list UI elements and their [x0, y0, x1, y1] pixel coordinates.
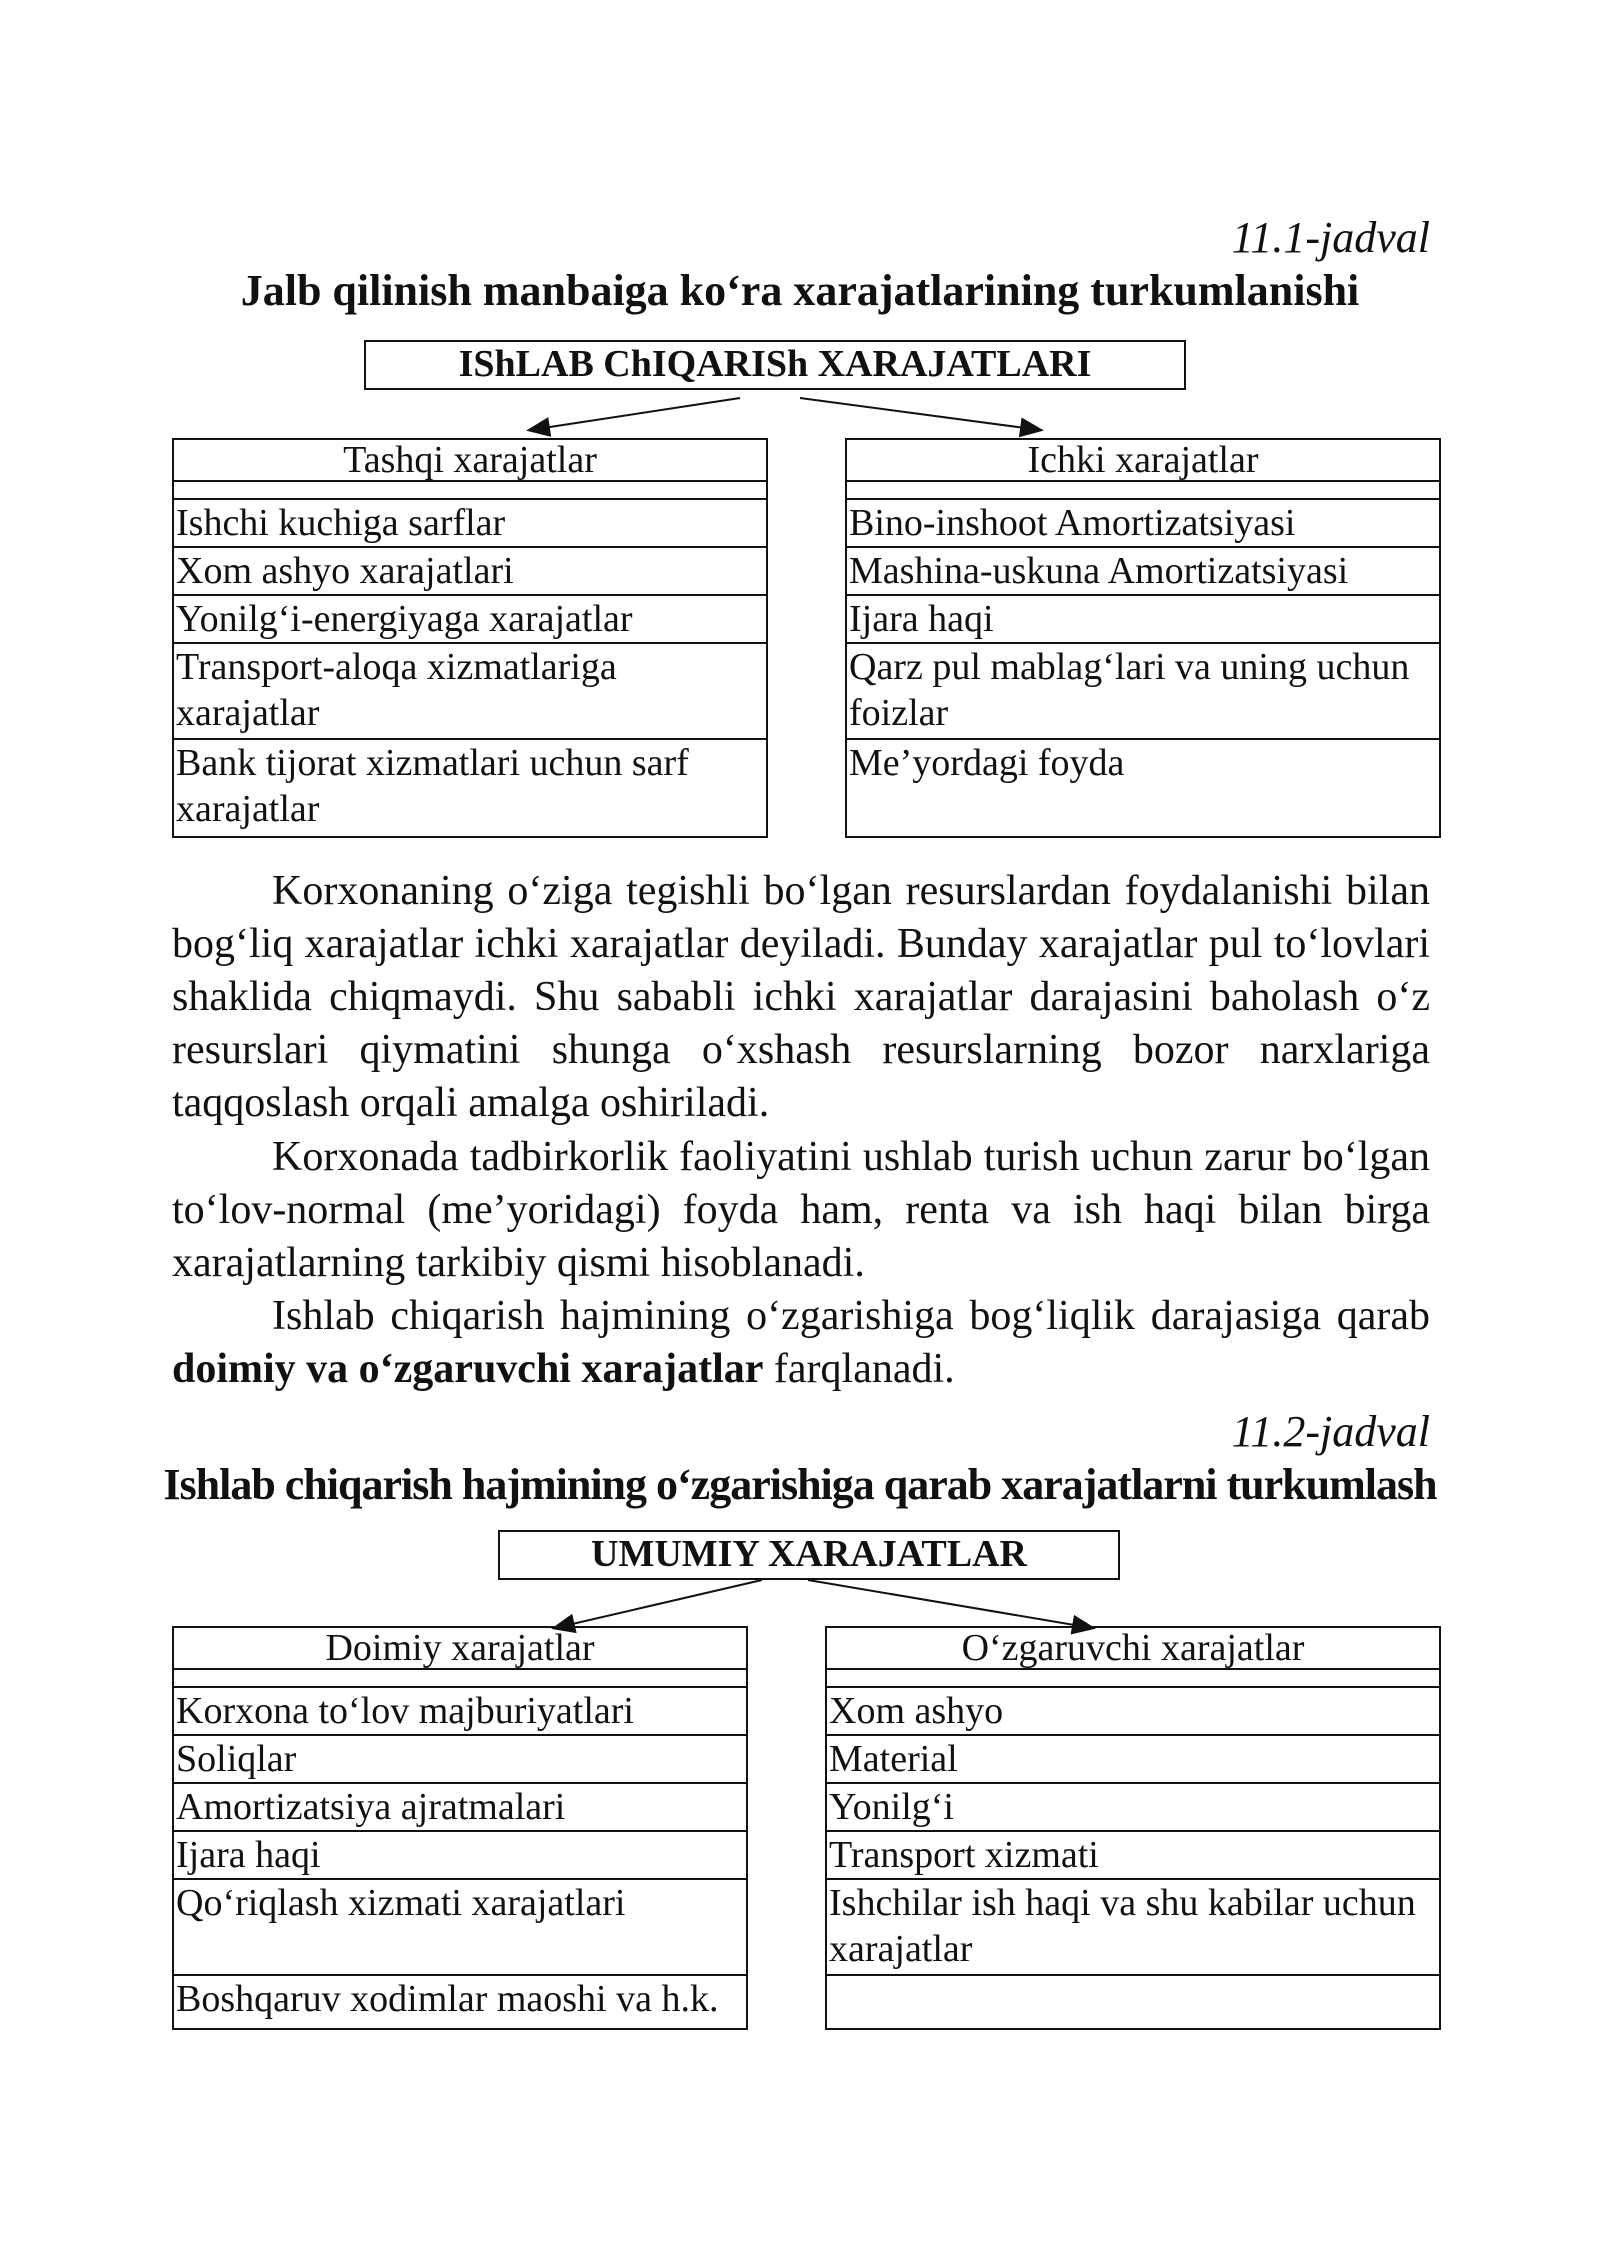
table2-right-item: Xom ashyo [827, 1688, 1439, 1736]
table1-right-header: Ichki xarajatlar [847, 440, 1439, 482]
table2-title: Ishlab chiqarish hajmining o‘zgarishiga qarab xarajatlarni turkumlash [163, 1460, 1437, 1509]
paragraph-1: Korxonaning o‘ziga tegishli bo‘lgan resurslardan foydalanishi bilan bog‘liq xarajatlar ichki xarajatlar deyiladi. Bunday xarajatlar pul to‘lovlari shaklida chiqmaydi. Shu sababli ichki xarajatlar darajasini baholash o‘z resurslari qiymatini shunga o‘xshash resurslarning bozor narxlariga taqqoslash orqali amalga oshiriladi. [172, 868, 1430, 1126]
table1-right-item: Mashina-uskuna Amortizatsiyasi [847, 548, 1439, 596]
table1-right-item: Bino-inshoot Amortizatsiyasi [847, 500, 1439, 548]
table2-left-spacer [174, 1670, 746, 1688]
table2-head-box: UMUMIY XARAJATLAR [498, 1530, 1120, 1580]
table2-left-item: Korxona to‘lov majburiyatlari [174, 1688, 746, 1736]
table1-arrow-right [800, 398, 1040, 430]
paragraph-3-text: Ishlab chiqarish hajmining o‘zgarishiga bog‘liqlik darajasiga qarab [272, 1293, 1430, 1339]
table2-left-item: Ijara haqi [174, 1832, 746, 1880]
table2-right-item: Material [827, 1736, 1439, 1784]
table2-arrow-left [555, 1580, 762, 1628]
table1-arrow-left [530, 398, 740, 430]
table2-right-item [827, 1976, 1439, 2024]
table1-left-item: Ishchi kuchiga sarflar [174, 500, 766, 548]
paragraph-2: Korxonada tadbirkorlik faoliyatini ushlab turish uchun zarur bo‘lgan to‘lov-normal (me’yoridagi) foyda ham, renta va ish haqi bilan birga xarajatlarning tarkibiy qismi hisoblanadi. [172, 1134, 1430, 1286]
paragraph-3-bold: doimiy va o‘zgaruvchi xarajatlar [172, 1346, 764, 1392]
table1-right-column [845, 438, 1441, 838]
table2-right-item: Yonilg‘i [827, 1784, 1439, 1832]
table1-right-item: Me’yordagi foyda [849, 742, 1125, 784]
table2-left-item: Boshqaruv xodimlar maoshi va h.k. [176, 1978, 719, 2020]
table1-left-spacer [174, 482, 766, 500]
table1-left-item: Xom ashyo xarajatlari [174, 548, 766, 596]
paragraph-3 [172, 1290, 1430, 1396]
table2-right-item: Transport xizmati [827, 1832, 1439, 1880]
table1-left-item: Yonilg‘i-energiyaga xarajatlar [174, 596, 766, 644]
table1-right-spacer [847, 482, 1439, 500]
table1-left-header: Tashqi xarajatlar [174, 440, 766, 482]
table1-left-item: Bank tijorat xizmatlari uchun sarf xarajatlar [176, 742, 689, 830]
table2-arrow-right [808, 1580, 1092, 1628]
table2-left-item: Amortizatsiya ajratmalari [174, 1784, 746, 1832]
table2-right-item: Ishchilar ish haqi va shu kabilar uchun xarajatlar [827, 1880, 1439, 1976]
table2-left-item: Qo‘riqlash xizmati xarajatlari [174, 1880, 746, 1976]
table1-right-item: Ijara haqi [847, 596, 1439, 644]
paragraph-3-end: farqlanadi. [763, 1346, 955, 1392]
table1-label: 11.1-jadval [1231, 213, 1430, 262]
table2-right-header: O‘zgaruvchi xarajatlar [827, 1628, 1439, 1670]
table2-right-column [825, 1626, 1441, 2030]
table1-left-column [172, 438, 768, 838]
table1-title: Jalb qilinish manbaiga ko‘ra xarajatlarining turkumlanishi [240, 266, 1360, 315]
table2-left-column [172, 1626, 748, 2030]
table1-right-item: Qarz pul mablag‘lari va uning uchun foizlar [847, 644, 1439, 740]
table2-label: 11.2-jadval [1231, 1407, 1430, 1456]
table1-left-item: Transport-aloqa xizmatlariga xarajatlar [174, 644, 766, 740]
table2-right-spacer [827, 1670, 1439, 1688]
table1-head-box: IShLAB ChIQARISh XARAJATLARI [364, 340, 1186, 390]
table2-left-item: Soliqlar [174, 1736, 746, 1784]
table2-left-header: Doimiy xarajatlar [174, 1628, 746, 1670]
